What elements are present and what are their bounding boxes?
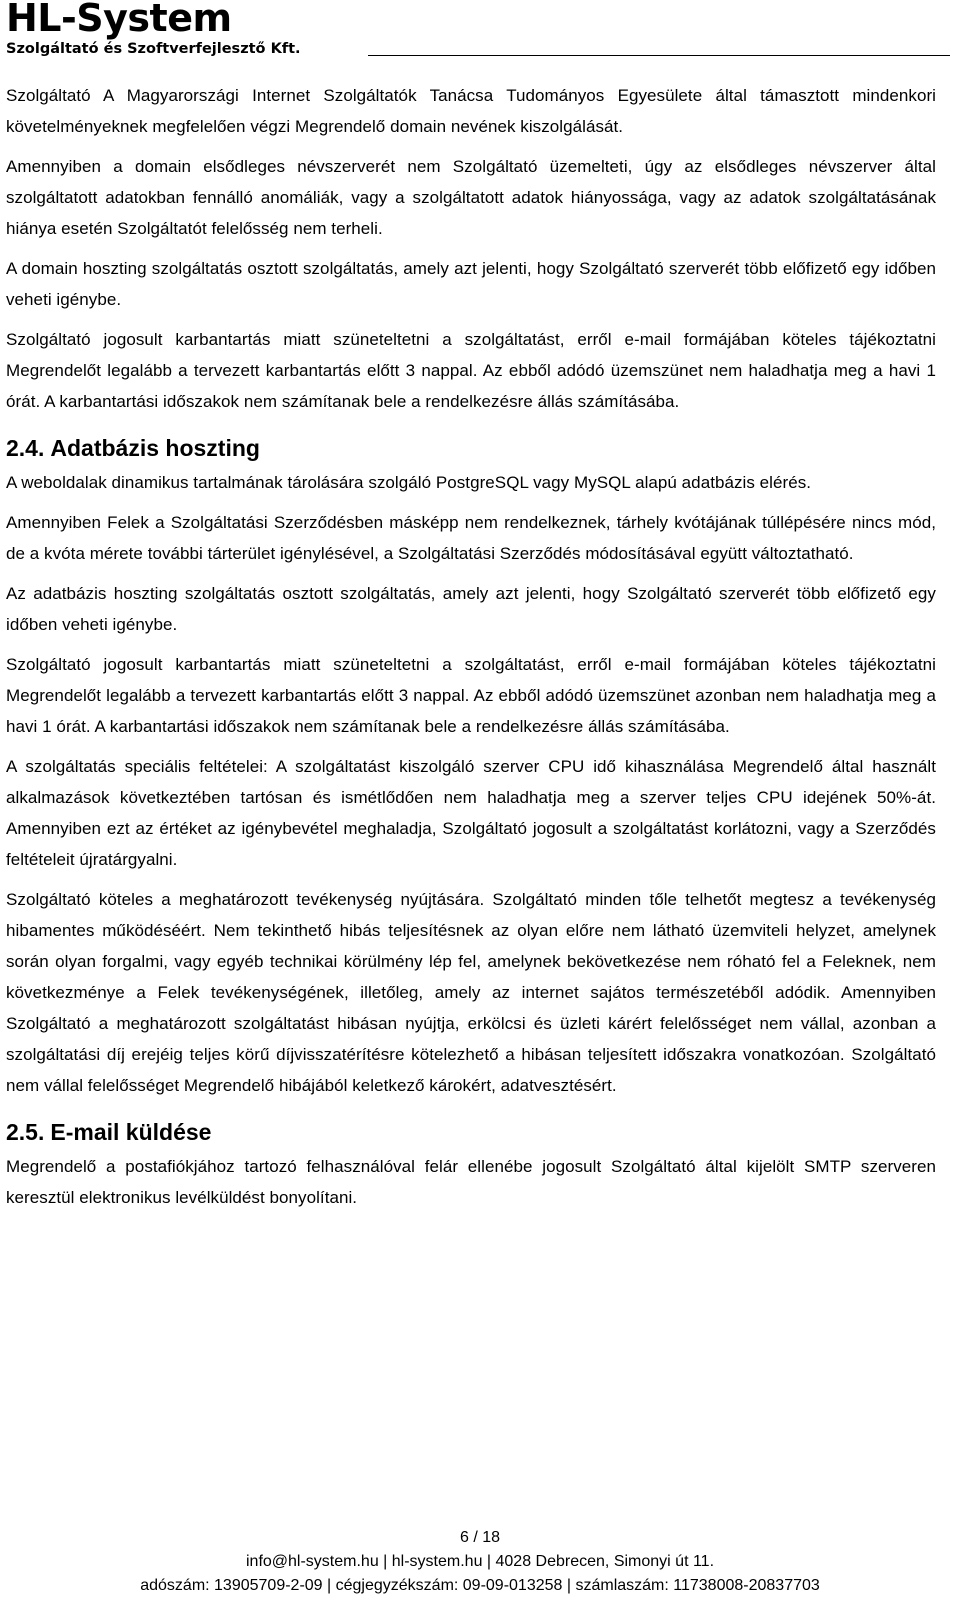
header-rule <box>368 55 950 56</box>
paragraph: Amennyiben a domain elsődleges névszerverét nem Szolgáltató üzemelteti, úgy az elsődleges névszerver által szolgáltatott adatokban fennálló anomáliák, vagy a szolgáltatott adatok hiányossága, vagy az adatok szolgáltatásának hiánya esetén Szolgáltatót felelősség nem terheli. <box>6 157 936 238</box>
footer-contact-line: info@hl-system.hu | hl-system.hu | 4028 Debrecen, Simonyi út 11. <box>245 1553 715 1570</box>
paragraph: Szolgáltató köteles a meghatározott tevékenység nyújtására. Szolgáltató minden tőle telhetőt megtesz a tevékenység hibamentes működéséért. Nem tekinthető hibás teljesítésnek az olyan előre nem látható üzemviteli helyzet, amelynek során olyan forgalmi, vagy egyéb technikai körülmény lép fel, amelynek bekövetkezése nem róható fel a Feleknek, nem következménye a Felek tevékenységének, illetőleg, amely az internet sajátos természetéből adódik. Amennyiben Szolgáltató a meghatározott szolgáltatást hibásan nyújtja, erkölcsi és üzleti kárért felelősséget nem vállal, azonban a szolgáltatási díj erejéig teljes körű díjvisszatérítésre kötelezhető a hibásan teljesített időszakra vonatkozóan. Szolgáltató nem vállal felelősséget Megrendelő hibájából keletkező károkért, adatvesztésért. <box>6 890 936 1095</box>
document-body <box>6 80 936 1222</box>
paragraph: Szolgáltató A Magyarországi Internet Szolgáltatók Tanácsa Tudományos Egyesülete által támasztott mindenkori követelményeknek megfelelően végzi Megrendelő domain nevének kiszolgálását. <box>6 86 936 136</box>
section-title: Adatbázis hoszting <box>50 435 260 461</box>
paragraph: Megrendelő a postafiókjához tartozó felhasználóval felár ellenébe jogosult Szolgáltató által kijelölt SMTP szerveren keresztül elektronikus levélküldést bonyolítani. <box>6 1157 936 1207</box>
paragraph: A domain hoszting szolgáltatás osztott szolgáltatás, amely azt jelenti, hogy Szolgáltató szerverét több előfizető egy időben veheti igénybe. <box>6 259 936 309</box>
paragraph: Az adatbázis hoszting szolgáltatás osztott szolgáltatás, amely azt jelenti, hogy Szolgáltató szerverét több előfizető egy időben veheti igénybe. <box>6 584 936 634</box>
page-number: 6 / 18 <box>459 1529 501 1546</box>
section-number: 2.4. <box>6 435 45 461</box>
paragraph: Amennyiben Felek a Szolgáltatási Szerződésben másképp nem rendelkeznek, tárhely kvótájának túllépésére nincs mód, de a kvóta mérete további tárterület igénylésével, a Szolgáltatási Szerződés módosításával együtt változtatható. <box>6 513 936 563</box>
company-logo-text: HL-System <box>6 0 232 40</box>
company-subtitle: Szolgáltató és Szoftverfejlesztő Kft. <box>6 41 301 57</box>
paragraph: A szolgáltatás speciális feltételei: A szolgáltatást kiszolgáló szerver CPU idő kihasználása Megrendelő által használt alkalmazások következtében tartósan és ismétlődően nem haladhatja meg a szerver teljes CPU idejének 50%-át. Amennyiben ezt az értéket az igénybevétel meghaladja, Szolgáltató jogosult a szolgáltatást korlátozni, vagy a Szerződés feltételeit újratárgyalni. <box>6 757 936 869</box>
footer-registry-line: adószám: 13905709-2-09 | cégjegyzékszám: 09-09-013258 | számlaszám: 11738008-20837703 <box>140 1577 820 1594</box>
section-heading-2-5 <box>6 1117 936 1147</box>
page-header <box>6 0 956 60</box>
paragraph: Szolgáltató jogosult karbantartás miatt szüneteltetni a szolgáltatást, erről e-mail formájában köteles tájékoztatni Megrendelőt legalább a tervezett karbantartás előtt 3 nappal. Az ebből adódó üzemszünet nem haladhatja meg a havi 1 órát. A karbantartási időszakok nem számítanak bele a rendelkezésre állás számításába. <box>6 330 936 411</box>
section-number: 2.5. <box>6 1119 45 1145</box>
paragraph: A weboldalak dinamikus tartalmának tárolására szolgáló PostgreSQL vagy MySQL alapú adatbázis elérés. <box>6 473 812 492</box>
paragraph: Szolgáltató jogosult karbantartás miatt szüneteltetni a szolgáltatást, erről e-mail formájában köteles tájékoztatni Megrendelőt legalább a tervezett karbantartás előtt 3 nappal. Az ebből adódó üzemszünet azonban nem haladhatja meg a havi 1 órát. A karbantartási időszakok nem számítanak bele a rendelkezésre állás számításába. <box>6 655 936 736</box>
section-heading-2-4 <box>6 433 936 463</box>
page-footer <box>0 1526 960 1598</box>
section-title: E-mail küldése <box>50 1119 212 1145</box>
